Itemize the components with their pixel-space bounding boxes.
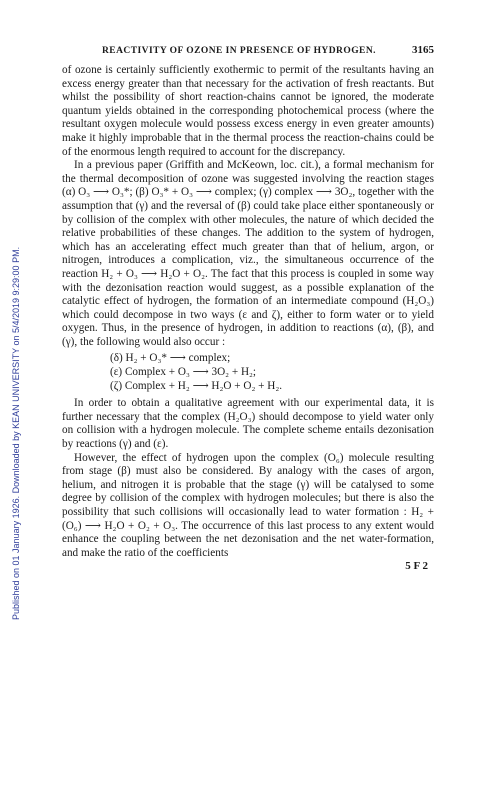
download-watermark-text: Published on 01 January 1926. Downloaded by KEAN UNIVERSITY on 5/4/2019 9:29:00 PM. <box>11 246 21 620</box>
article-page <box>62 44 434 573</box>
paragraph-1: of ozone is certainly sufficiently exothermic to permit of the resultants having an excess energy greater than that necessary for the activation of fresh reactants. But whilst the possibility of short reaction-chains cannot be ignored, the moderate quantum yields obtained in the corresponding photochemical process (where the resultant oxygen molecule would possess excess energy in even greater amounts) make it highly improbable that in the thermal process the reaction-chains could be of the enormous length required to account for the discrepancy. <box>62 64 434 158</box>
reaction-equations <box>110 352 434 393</box>
download-watermark <box>4 60 21 620</box>
paragraph-4: However, the effect of hydrogen upon the complex (O₆) molecule resulting from stage (β) must also be considered. By analogy with the cases of argon, helium, and nitrogen it is probable that the stage (γ) will be catalysed to some degree by collision of the complex with hydrogen molecules; but there is also the possibility that such collisions will occasionally lead to water formation : H₂ + (O₆) ⟶ H₂O + O₂ + O₃. The occurrence of this last process to any extent would enhance the coupling between the net dezonisation and the net water-formation, and make the ratio of the coefficients <box>62 451 434 559</box>
paragraph-3: In order to obtain a qualitative agreement with our experimental data, it is further necessary that the complex (H₂O₃) should decompose to yield water only on collision with a hydrogen molecule. The complete scheme entails dezonisation by reactions (γ) and (ε). <box>62 397 434 451</box>
paragraph-2: In a previous paper (Griffith and McKeown, loc. cit.), a formal mechanism for the thermal decomposition of ozone was suggested involving the reaction stages (α) O₃ ⟶ O₃*; (β) O₃* + O₃ ⟶ complex; (γ) complex ⟶ 3O₂, together with the assumption that (γ) and the reversal of (β) could take place either spontaneously or by collision of the complex with other molecules, the nature of which decided the relative probabilities of these changes. The addition to the system of hydrogen, which has an accelerating effect much greater than that of helium, argon, or nitrogen, introduces a complication, viz., the simultaneous occurrence of the reaction H₂ + O₃ ⟶ H₂O + O₂. The fact that this process is coupled in some way with the dezonisation reaction would suggest, as a possible explanation of the catalytic effect of hydrogen, the formation of an intermediate compound (H₂O₃) which could decompose in two ways (ε and ζ), either to form water or to yield oxygen. Thus, in the presence of hydrogen, in addition to reactions (α), (β), and (γ), the following would also occur : <box>62 159 434 348</box>
equation-zeta: (ζ) Complex + H₂ ⟶ H₂O + O₂ + H₂. <box>110 379 283 392</box>
signature-mark: 5 F 2 <box>405 560 428 573</box>
running-title: REACTIVITY OF OZONE IN PRESENCE OF HYDROGEN. <box>102 46 376 56</box>
page-number: 3165 <box>412 44 434 56</box>
equation-delta: (δ) H₂ + O₃* ⟶ complex; <box>110 352 231 365</box>
equation-epsilon: (ε) Complex + O₃ ⟶ 3O₂ + H₂; <box>110 366 257 379</box>
running-header <box>62 44 434 56</box>
